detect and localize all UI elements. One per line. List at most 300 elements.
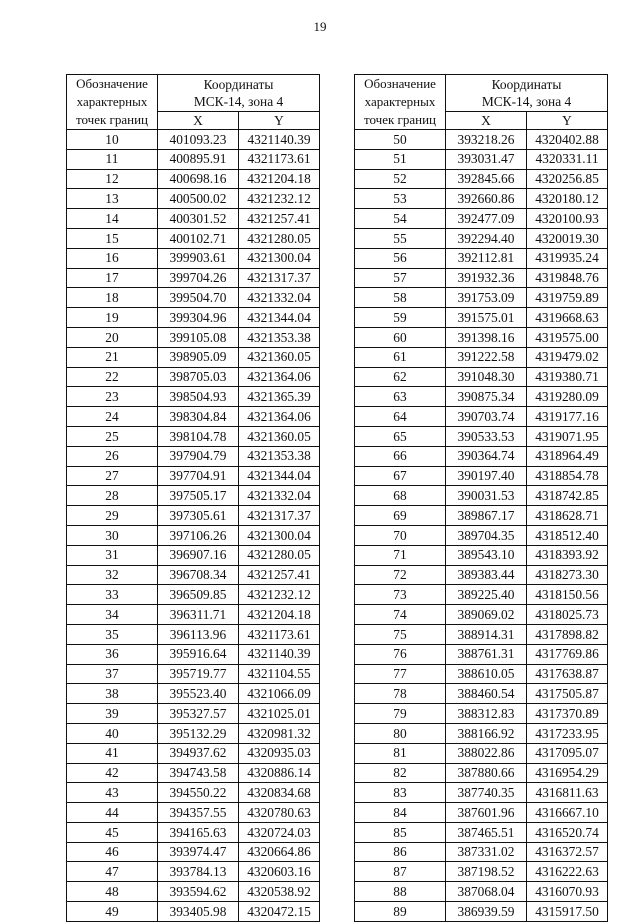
- table-row: [355, 882, 608, 902]
- table-row: [67, 882, 320, 902]
- point-label-header-line: характерных: [364, 94, 436, 109]
- y-coordinate-cell: 4321364.06: [239, 367, 320, 387]
- table-row: [67, 506, 320, 526]
- x-coordinate-cell: 388460.54: [446, 684, 527, 704]
- y-coordinate-cell: 4317505.87: [527, 684, 608, 704]
- x-coordinate-cell: 393594.62: [158, 882, 239, 902]
- y-coordinate-cell: 4321140.39: [239, 130, 320, 150]
- point-number-cell: 44: [67, 803, 158, 823]
- point-number-cell: 13: [67, 189, 158, 209]
- y-coordinate-cell: 4321317.37: [239, 268, 320, 288]
- table-row: [355, 704, 608, 724]
- x-coordinate-cell: 388022.86: [446, 743, 527, 763]
- y-coordinate-cell: 4318854.78: [527, 466, 608, 486]
- x-coordinate-cell: 394165.63: [158, 822, 239, 842]
- point-number-cell: 66: [355, 446, 446, 466]
- y-coordinate-cell: 4321257.41: [239, 565, 320, 585]
- point-number-cell: 64: [355, 407, 446, 427]
- y-coordinate-cell: 4321280.05: [239, 545, 320, 565]
- x-coordinate-cell: 398905.09: [158, 347, 239, 367]
- x-coordinate-cell: 388312.83: [446, 704, 527, 724]
- y-coordinate-cell: 4315917.50: [527, 902, 608, 922]
- y-coordinate-cell: 4319848.76: [527, 268, 608, 288]
- x-coordinate-cell: 397305.61: [158, 506, 239, 526]
- x-coordinate-cell: 393974.47: [158, 842, 239, 862]
- point-label-header: [355, 75, 446, 130]
- point-number-cell: 41: [67, 743, 158, 763]
- table-body-right: [355, 130, 608, 922]
- x-coordinate-cell: 394937.62: [158, 743, 239, 763]
- x-coordinate-cell: 398705.03: [158, 367, 239, 387]
- y-coordinate-cell: 4321332.04: [239, 288, 320, 308]
- y-coordinate-cell: 4320981.32: [239, 723, 320, 743]
- x-coordinate-cell: 392112.81: [446, 248, 527, 268]
- point-label-header-line: Обозначение: [76, 76, 148, 91]
- point-number-cell: 50: [355, 130, 446, 150]
- table-row: [355, 446, 608, 466]
- x-coordinate-cell: 391222.58: [446, 347, 527, 367]
- table-row: [355, 367, 608, 387]
- y-coordinate-cell: 4321280.05: [239, 228, 320, 248]
- point-number-cell: 77: [355, 664, 446, 684]
- x-coordinate-cell: 399304.96: [158, 308, 239, 328]
- y-coordinate-cell: 4316222.63: [527, 862, 608, 882]
- y-coordinate-cell: 4321257.41: [239, 209, 320, 229]
- table-row: [67, 803, 320, 823]
- point-number-cell: 31: [67, 545, 158, 565]
- x-coordinate-cell: 397904.79: [158, 446, 239, 466]
- x-coordinate-cell: 400500.02: [158, 189, 239, 209]
- table-row: [67, 842, 320, 862]
- y-coordinate-cell: 4321104.55: [239, 664, 320, 684]
- table-row: [67, 585, 320, 605]
- x-coordinate-cell: 399903.61: [158, 248, 239, 268]
- y-header: Y: [239, 112, 320, 130]
- table-row: [355, 803, 608, 823]
- point-number-cell: 89: [355, 902, 446, 922]
- x-coordinate-cell: 400698.16: [158, 169, 239, 189]
- table-row: [67, 822, 320, 842]
- table-row: [67, 466, 320, 486]
- y-coordinate-cell: 4316811.63: [527, 783, 608, 803]
- point-number-cell: 75: [355, 624, 446, 644]
- point-number-cell: 46: [67, 842, 158, 862]
- y-header: Y: [527, 112, 608, 130]
- table-row: [67, 644, 320, 664]
- point-label-header-line: Обозначение: [364, 76, 436, 91]
- x-coordinate-cell: 398504.93: [158, 387, 239, 407]
- point-number-cell: 87: [355, 862, 446, 882]
- y-coordinate-cell: 4320538.92: [239, 882, 320, 902]
- table-row: [355, 228, 608, 248]
- x-coordinate-cell: 387740.35: [446, 783, 527, 803]
- x-coordinate-cell: 396708.34: [158, 565, 239, 585]
- x-coordinate-cell: 393405.98: [158, 902, 239, 922]
- x-coordinate-cell: 394357.55: [158, 803, 239, 823]
- point-number-cell: 25: [67, 426, 158, 446]
- x-coordinate-cell: 400301.52: [158, 209, 239, 229]
- y-coordinate-cell: 4319935.24: [527, 248, 608, 268]
- point-number-cell: 49: [67, 902, 158, 922]
- y-coordinate-cell: 4320886.14: [239, 763, 320, 783]
- y-coordinate-cell: 4320331.11: [527, 149, 608, 169]
- table-row: [355, 624, 608, 644]
- table-row: [355, 327, 608, 347]
- x-coordinate-cell: 388914.31: [446, 624, 527, 644]
- x-header: X: [446, 112, 527, 130]
- point-number-cell: 61: [355, 347, 446, 367]
- x-coordinate-cell: 391753.09: [446, 288, 527, 308]
- point-number-cell: 18: [67, 288, 158, 308]
- x-coordinate-cell: 396907.16: [158, 545, 239, 565]
- point-number-cell: 63: [355, 387, 446, 407]
- x-coordinate-cell: 389383.44: [446, 565, 527, 585]
- y-coordinate-cell: 4321204.18: [239, 605, 320, 625]
- y-coordinate-cell: 4317233.95: [527, 723, 608, 743]
- y-coordinate-cell: 4320256.85: [527, 169, 608, 189]
- x-coordinate-cell: 390031.53: [446, 486, 527, 506]
- table-row: [67, 684, 320, 704]
- table-row: [67, 743, 320, 763]
- table-row: [67, 248, 320, 268]
- point-number-cell: 72: [355, 565, 446, 585]
- point-number-cell: 83: [355, 783, 446, 803]
- point-number-cell: 27: [67, 466, 158, 486]
- table-row: [67, 426, 320, 446]
- table-row: [355, 763, 608, 783]
- table-row: [67, 347, 320, 367]
- x-coordinate-cell: 391932.36: [446, 268, 527, 288]
- page-number: 19: [313, 19, 327, 34]
- x-coordinate-cell: 395719.77: [158, 664, 239, 684]
- point-number-cell: 82: [355, 763, 446, 783]
- x-coordinate-cell: 400102.71: [158, 228, 239, 248]
- point-number-cell: 17: [67, 268, 158, 288]
- table-row: [67, 624, 320, 644]
- y-coordinate-cell: 4320834.68: [239, 783, 320, 803]
- x-coordinate-cell: 389704.35: [446, 525, 527, 545]
- point-number-cell: 58: [355, 288, 446, 308]
- x-coordinate-cell: 393784.13: [158, 862, 239, 882]
- point-number-cell: 60: [355, 327, 446, 347]
- y-coordinate-cell: 4318025.73: [527, 605, 608, 625]
- y-coordinate-cell: 4321300.04: [239, 525, 320, 545]
- x-coordinate-cell: 401093.23: [158, 130, 239, 150]
- table-row: [355, 407, 608, 427]
- x-coordinate-cell: 399504.70: [158, 288, 239, 308]
- table-row: [67, 308, 320, 328]
- x-coordinate-cell: 391575.01: [446, 308, 527, 328]
- point-number-cell: 54: [355, 209, 446, 229]
- y-coordinate-cell: 4318964.49: [527, 446, 608, 466]
- table-row: [355, 387, 608, 407]
- y-coordinate-cell: 4321364.06: [239, 407, 320, 427]
- y-coordinate-cell: 4321025.01: [239, 704, 320, 724]
- y-coordinate-cell: 4320472.15: [239, 902, 320, 922]
- point-label-header-line: точек границ: [363, 112, 437, 127]
- point-number-cell: 84: [355, 803, 446, 823]
- y-coordinate-cell: 4318628.71: [527, 506, 608, 526]
- x-coordinate-cell: 393031.47: [446, 149, 527, 169]
- x-coordinate-cell: 396113.96: [158, 624, 239, 644]
- y-coordinate-cell: 4321173.61: [239, 624, 320, 644]
- point-number-cell: 69: [355, 506, 446, 526]
- y-coordinate-cell: 4321332.04: [239, 486, 320, 506]
- y-coordinate-cell: 4321360.05: [239, 426, 320, 446]
- x-coordinate-cell: 397505.17: [158, 486, 239, 506]
- y-coordinate-cell: 4320724.03: [239, 822, 320, 842]
- point-number-cell: 74: [355, 605, 446, 625]
- table-row: [67, 704, 320, 724]
- table-row: [67, 545, 320, 565]
- y-coordinate-cell: 4321353.38: [239, 327, 320, 347]
- y-coordinate-cell: 4317370.89: [527, 704, 608, 724]
- table-row: [67, 763, 320, 783]
- y-coordinate-cell: 4318150.56: [527, 585, 608, 605]
- y-coordinate-cell: 4318393.92: [527, 545, 608, 565]
- x-coordinate-cell: 389543.10: [446, 545, 527, 565]
- table-row: [67, 565, 320, 585]
- point-number-cell: 38: [67, 684, 158, 704]
- table-row: [355, 189, 608, 209]
- x-coordinate-cell: 387331.02: [446, 842, 527, 862]
- x-coordinate-cell: 389867.17: [446, 506, 527, 526]
- table-row: [355, 209, 608, 229]
- table-row: [67, 327, 320, 347]
- table-row: [355, 862, 608, 882]
- y-coordinate-cell: 4321344.04: [239, 466, 320, 486]
- y-coordinate-cell: 4317638.87: [527, 664, 608, 684]
- table-row: [355, 426, 608, 446]
- y-coordinate-cell: 4317769.86: [527, 644, 608, 664]
- coordinates-table-right: [354, 74, 608, 922]
- x-coordinate-cell: 399704.26: [158, 268, 239, 288]
- coordinates-header-line: Координаты: [491, 77, 562, 93]
- point-number-cell: 88: [355, 882, 446, 902]
- point-number-cell: 53: [355, 189, 446, 209]
- point-number-cell: 12: [67, 169, 158, 189]
- table-body-left: [67, 130, 320, 922]
- x-coordinate-cell: 400895.91: [158, 149, 239, 169]
- x-coordinate-cell: 387601.96: [446, 803, 527, 823]
- x-coordinate-cell: 390364.74: [446, 446, 527, 466]
- table-row: [355, 664, 608, 684]
- x-coordinate-cell: 389069.02: [446, 605, 527, 625]
- point-number-cell: 56: [355, 248, 446, 268]
- x-coordinate-cell: 390703.74: [446, 407, 527, 427]
- point-number-cell: 33: [67, 585, 158, 605]
- table-row: [67, 664, 320, 684]
- point-number-cell: 34: [67, 605, 158, 625]
- x-coordinate-cell: 388761.31: [446, 644, 527, 664]
- point-number-cell: 65: [355, 426, 446, 446]
- y-coordinate-cell: 4318512.40: [527, 525, 608, 545]
- table-row: [355, 268, 608, 288]
- y-coordinate-cell: 4320402.88: [527, 130, 608, 150]
- table-row: [67, 525, 320, 545]
- table-row: [355, 130, 608, 150]
- point-number-cell: 76: [355, 644, 446, 664]
- table-row: [355, 466, 608, 486]
- point-number-cell: 40: [67, 723, 158, 743]
- point-number-cell: 68: [355, 486, 446, 506]
- x-header: X: [158, 112, 239, 130]
- table-row: [67, 387, 320, 407]
- y-coordinate-cell: 4318273.30: [527, 565, 608, 585]
- y-coordinate-cell: 4319759.89: [527, 288, 608, 308]
- point-number-cell: 62: [355, 367, 446, 387]
- table-row: [67, 723, 320, 743]
- table-row: [355, 902, 608, 922]
- x-coordinate-cell: 396311.71: [158, 605, 239, 625]
- x-coordinate-cell: 389225.40: [446, 585, 527, 605]
- y-coordinate-cell: 4320180.12: [527, 189, 608, 209]
- x-coordinate-cell: 393218.26: [446, 130, 527, 150]
- point-number-cell: 30: [67, 525, 158, 545]
- x-coordinate-cell: 387198.52: [446, 862, 527, 882]
- table-row: [355, 308, 608, 328]
- x-coordinate-cell: 395523.40: [158, 684, 239, 704]
- x-coordinate-cell: 396509.85: [158, 585, 239, 605]
- y-coordinate-cell: 4321317.37: [239, 506, 320, 526]
- y-coordinate-cell: 4317095.07: [527, 743, 608, 763]
- table-row: [355, 842, 608, 862]
- table-row: [67, 862, 320, 882]
- point-number-cell: 24: [67, 407, 158, 427]
- table-row: [355, 347, 608, 367]
- point-number-cell: 51: [355, 149, 446, 169]
- table-row: [67, 902, 320, 922]
- table-row: [355, 605, 608, 625]
- x-coordinate-cell: 387465.51: [446, 822, 527, 842]
- y-coordinate-cell: 4318742.85: [527, 486, 608, 506]
- point-number-cell: 23: [67, 387, 158, 407]
- point-number-cell: 86: [355, 842, 446, 862]
- x-coordinate-cell: 394550.22: [158, 783, 239, 803]
- table-row: [67, 367, 320, 387]
- y-coordinate-cell: 4320935.03: [239, 743, 320, 763]
- point-number-cell: 11: [67, 149, 158, 169]
- point-number-cell: 36: [67, 644, 158, 664]
- table-row: [67, 783, 320, 803]
- y-coordinate-cell: 4316070.93: [527, 882, 608, 902]
- point-label-header-line: точек границ: [75, 112, 149, 127]
- x-coordinate-cell: 392294.40: [446, 228, 527, 248]
- coordinates-group-header: [158, 75, 320, 112]
- point-number-cell: 48: [67, 882, 158, 902]
- table-row: [67, 605, 320, 625]
- y-coordinate-cell: 4321360.05: [239, 347, 320, 367]
- x-coordinate-cell: 390197.40: [446, 466, 527, 486]
- table-row: [355, 684, 608, 704]
- coordinates-group-header: [446, 75, 608, 112]
- point-number-cell: 21: [67, 347, 158, 367]
- point-number-cell: 10: [67, 130, 158, 150]
- x-coordinate-cell: 392660.86: [446, 189, 527, 209]
- table-row: [67, 288, 320, 308]
- point-number-cell: 80: [355, 723, 446, 743]
- point-number-cell: 32: [67, 565, 158, 585]
- point-label-header-line: характерных: [76, 94, 148, 109]
- y-coordinate-cell: 4316372.57: [527, 842, 608, 862]
- y-coordinate-cell: 4319575.00: [527, 327, 608, 347]
- x-coordinate-cell: 387880.66: [446, 763, 527, 783]
- x-coordinate-cell: 392477.09: [446, 209, 527, 229]
- x-coordinate-cell: 392845.66: [446, 169, 527, 189]
- point-number-cell: 85: [355, 822, 446, 842]
- table-row: [355, 644, 608, 664]
- y-coordinate-cell: 4320019.30: [527, 228, 608, 248]
- point-number-cell: 16: [67, 248, 158, 268]
- point-number-cell: 59: [355, 308, 446, 328]
- point-number-cell: 71: [355, 545, 446, 565]
- y-coordinate-cell: 4321344.04: [239, 308, 320, 328]
- y-coordinate-cell: 4321365.39: [239, 387, 320, 407]
- y-coordinate-cell: 4317898.82: [527, 624, 608, 644]
- point-number-cell: 79: [355, 704, 446, 724]
- point-number-cell: 20: [67, 327, 158, 347]
- table-row: [355, 743, 608, 763]
- y-coordinate-cell: 4319668.63: [527, 308, 608, 328]
- x-coordinate-cell: 390533.53: [446, 426, 527, 446]
- table-row: [355, 565, 608, 585]
- x-coordinate-cell: 395916.64: [158, 644, 239, 664]
- point-number-cell: 43: [67, 783, 158, 803]
- y-coordinate-cell: 4316667.10: [527, 803, 608, 823]
- x-coordinate-cell: 387068.04: [446, 882, 527, 902]
- y-coordinate-cell: 4319380.71: [527, 367, 608, 387]
- coordinate-system-line: МСК-14, зона 4: [193, 94, 284, 110]
- table-row: [355, 545, 608, 565]
- table-row: [67, 446, 320, 466]
- point-number-cell: 22: [67, 367, 158, 387]
- x-coordinate-cell: 397704.91: [158, 466, 239, 486]
- point-number-cell: 15: [67, 228, 158, 248]
- table-row: [355, 822, 608, 842]
- point-number-cell: 55: [355, 228, 446, 248]
- y-coordinate-cell: 4321232.12: [239, 585, 320, 605]
- table-row: [355, 149, 608, 169]
- y-coordinate-cell: 4321232.12: [239, 189, 320, 209]
- point-number-cell: 73: [355, 585, 446, 605]
- table-row: [67, 209, 320, 229]
- point-number-cell: 14: [67, 209, 158, 229]
- x-coordinate-cell: 399105.08: [158, 327, 239, 347]
- point-number-cell: 26: [67, 446, 158, 466]
- x-coordinate-cell: 395132.29: [158, 723, 239, 743]
- table-row: [355, 525, 608, 545]
- y-coordinate-cell: 4321140.39: [239, 644, 320, 664]
- point-number-cell: 39: [67, 704, 158, 724]
- x-coordinate-cell: 388610.05: [446, 664, 527, 684]
- point-number-cell: 47: [67, 862, 158, 882]
- point-label-header: [67, 75, 158, 130]
- x-coordinate-cell: 395327.57: [158, 704, 239, 724]
- x-coordinate-cell: 397106.26: [158, 525, 239, 545]
- point-number-cell: 52: [355, 169, 446, 189]
- table-row: [355, 486, 608, 506]
- table-row: [355, 723, 608, 743]
- point-number-cell: 67: [355, 466, 446, 486]
- y-coordinate-cell: 4320664.86: [239, 842, 320, 862]
- x-coordinate-cell: 391048.30: [446, 367, 527, 387]
- point-number-cell: 19: [67, 308, 158, 328]
- point-number-cell: 57: [355, 268, 446, 288]
- table-row: [355, 783, 608, 803]
- x-coordinate-cell: 398104.78: [158, 426, 239, 446]
- y-coordinate-cell: 4320780.63: [239, 803, 320, 823]
- y-coordinate-cell: 4319177.16: [527, 407, 608, 427]
